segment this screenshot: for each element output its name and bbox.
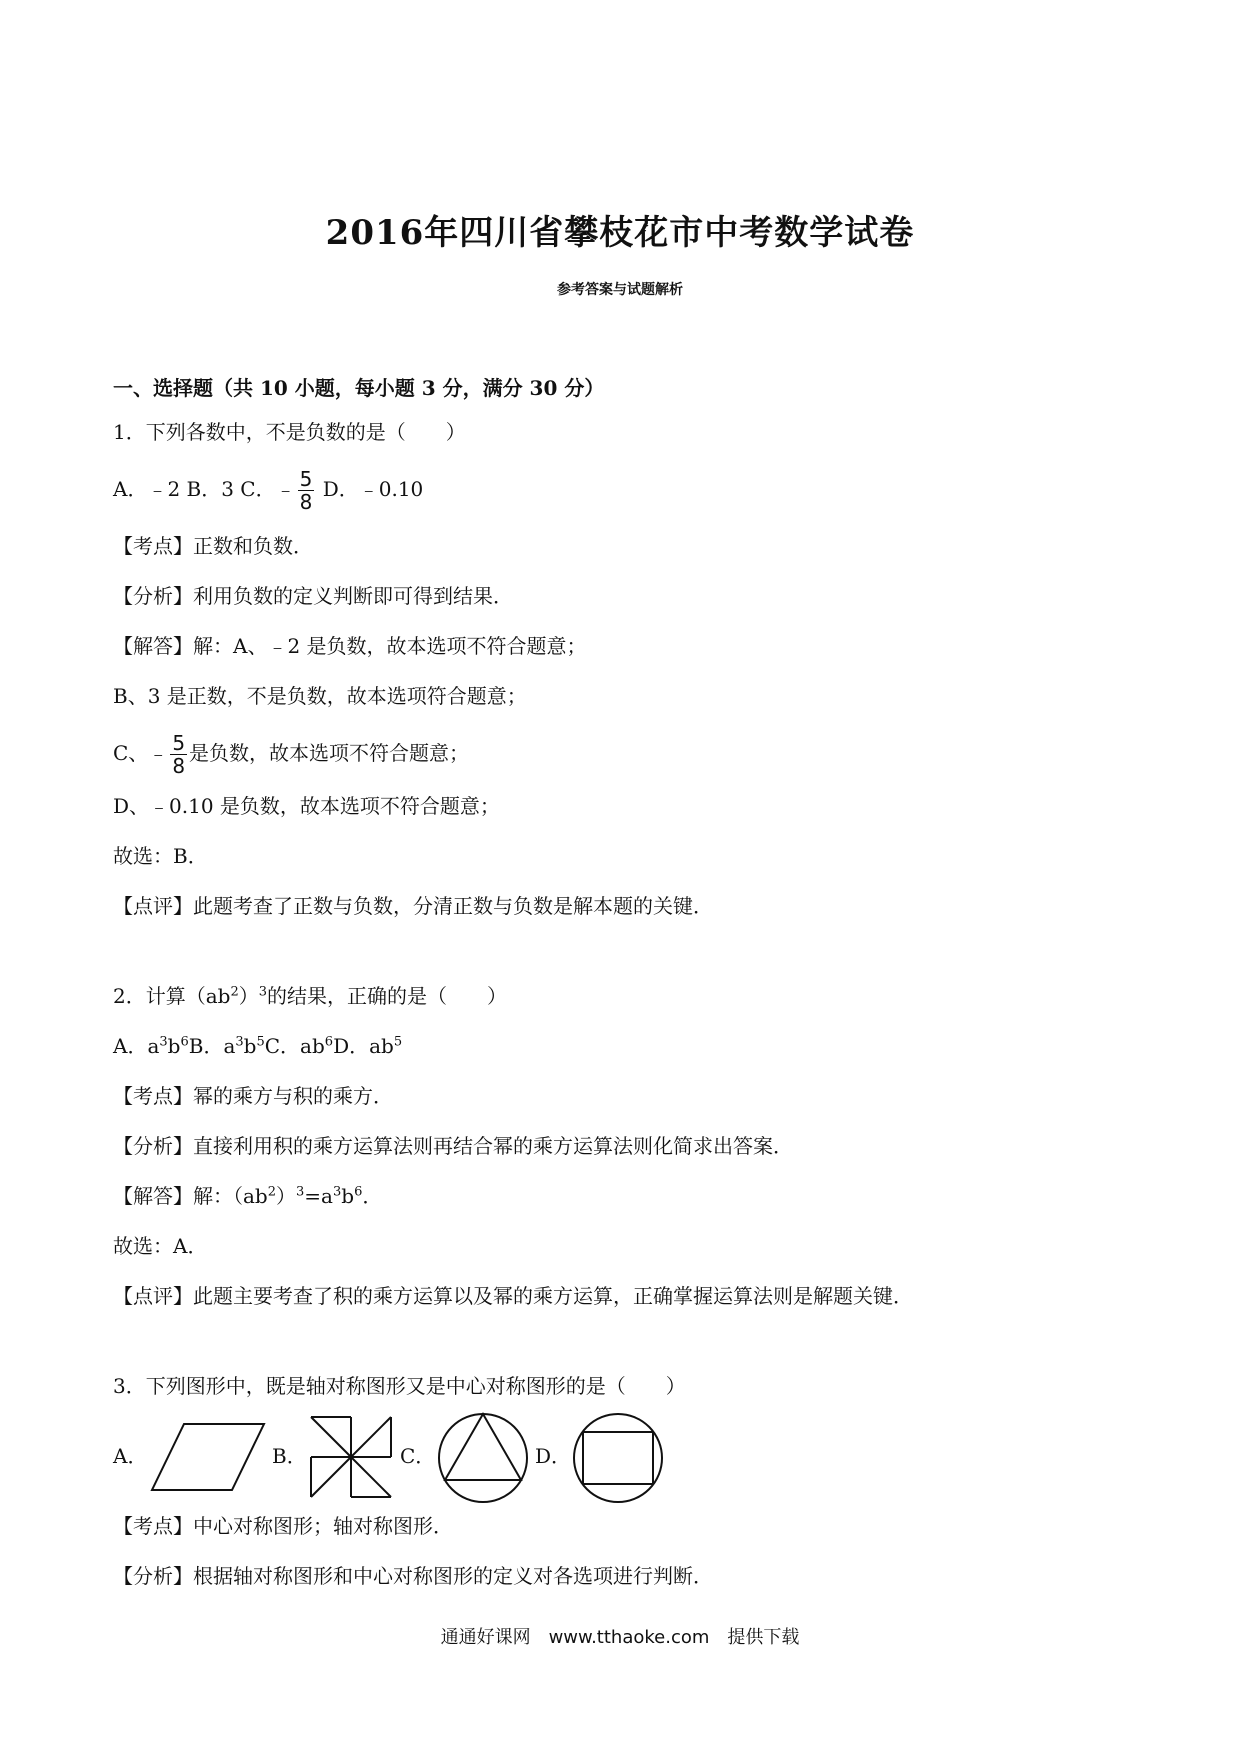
q1-jieda: 【解答】解：A、﹣2 是负数，故本选项不符合题意； bbox=[113, 634, 587, 658]
exponent: 6 bbox=[180, 1034, 189, 1050]
q2-jieda-b: b bbox=[341, 1184, 355, 1208]
q2-fenxi: 【分析】直接利用积的乘方运算法则再结合幂的乘方运算法则化简求出答案． bbox=[113, 1134, 793, 1158]
q2-kaodian: 【考点】幂的乘方与积的乘方． bbox=[113, 1084, 393, 1108]
q2-option-a-b: b bbox=[167, 1034, 181, 1058]
fraction-denominator: 8 bbox=[299, 490, 313, 514]
q1-dianping: 【点评】此题考查了正数与负数，分清正数与负数是解本题的关键． bbox=[113, 894, 713, 918]
q2-dianping: 【点评】此题主要考查了积的乘方运算以及幂的乘方运算，正确掌握运算法则是解题关键． bbox=[113, 1284, 913, 1308]
fraction-numerator: 5 bbox=[172, 731, 186, 755]
fraction-denominator: 8 bbox=[172, 754, 186, 778]
pinwheel-figure bbox=[308, 1414, 394, 1500]
exponent: 6 bbox=[354, 1184, 363, 1200]
exponent: 3 bbox=[235, 1034, 244, 1050]
q2-jieda-eq: =a bbox=[304, 1184, 333, 1208]
q2-stem-mid: ） bbox=[238, 984, 259, 1008]
exponent: 6 bbox=[324, 1034, 334, 1050]
q1-options-abc: A．﹣2 B．3 C．﹣ bbox=[113, 477, 296, 501]
circle-triangle-figure bbox=[435, 1410, 531, 1506]
q1-line-c-text: 是负数，故本选项不符合题意； bbox=[189, 741, 470, 765]
exponent: 2 bbox=[230, 984, 239, 1000]
q1-line-d: D、﹣0.10 是负数，故本选项不符合题意； bbox=[113, 794, 500, 818]
exponent: 3 bbox=[332, 1184, 342, 1200]
q3-label-b: B． bbox=[272, 1444, 307, 1468]
fraction bbox=[170, 732, 187, 777]
circle-rectangle-figure bbox=[570, 1410, 666, 1506]
q1-line-c bbox=[113, 732, 469, 777]
q3-fenxi: 【分析】根据轴对称图形和中心对称图形的定义对各选项进行判断． bbox=[113, 1564, 713, 1588]
q2-jieda-mid: ） bbox=[276, 1184, 297, 1208]
q2-option-a: A．a bbox=[113, 1034, 160, 1058]
q2-options bbox=[113, 1032, 402, 1060]
q2-option-d: D．ab bbox=[333, 1034, 394, 1058]
page-footer: 通通好课网 www.tthaoke.com 提供下载 bbox=[440, 1627, 800, 1648]
parallelogram-figure bbox=[148, 1422, 268, 1492]
q1-kaodian: 【考点】正数和负数． bbox=[113, 534, 313, 558]
fraction-numerator: 5 bbox=[299, 467, 313, 491]
q3-kaodian: 【考点】中心对称图形；轴对称图形． bbox=[113, 1514, 453, 1538]
fraction bbox=[298, 468, 315, 513]
q2-stem-post: 的结果，正确的是（ ） bbox=[267, 984, 508, 1008]
exponent: 5 bbox=[256, 1034, 265, 1050]
q3-label-a: A． bbox=[113, 1444, 148, 1468]
q2-option-c: C．ab bbox=[264, 1034, 325, 1058]
q1-line-b: B、3 是正数，不是负数，故本选项符合题意； bbox=[113, 684, 527, 708]
q1-option-d: D．﹣0.10 bbox=[322, 477, 424, 501]
exponent: 3 bbox=[159, 1034, 168, 1050]
page-subtitle: 参考答案与试题解析 bbox=[557, 282, 683, 298]
exponent: 3 bbox=[296, 1184, 305, 1200]
q1-options bbox=[113, 468, 423, 513]
q3-label-d: D． bbox=[535, 1444, 572, 1468]
q2-option-b: B．a bbox=[188, 1034, 236, 1058]
q3-label-c: C． bbox=[400, 1444, 436, 1468]
q1-answer: 故选：B． bbox=[113, 844, 208, 868]
exponent: 3 bbox=[258, 984, 268, 1000]
q2-answer: 故选：A． bbox=[113, 1234, 208, 1258]
q2-option-b-b: b bbox=[243, 1034, 257, 1058]
exponent: 2 bbox=[267, 1184, 277, 1200]
q2-jieda-pre: 【解答】解：（ab bbox=[113, 1184, 268, 1208]
exponent: 5 bbox=[393, 1034, 403, 1050]
q2-stem bbox=[113, 982, 507, 1010]
q1-stem: 1．下列各数中，不是负数的是（ ） bbox=[113, 420, 466, 444]
q2-jieda-end: ． bbox=[362, 1184, 383, 1208]
q2-jieda bbox=[113, 1182, 382, 1210]
section-heading: 一、选择题（共 10 小题，每小题 3 分，满分 30 分） bbox=[113, 376, 605, 400]
q1-fenxi: 【分析】利用负数的定义判断即可得到结果． bbox=[113, 584, 513, 608]
page-title: 2016年四川省攀枝花市中考数学试卷 bbox=[325, 213, 915, 253]
q1-line-c-prefix: C、﹣ bbox=[113, 741, 169, 765]
q2-stem-pre: 2．计算（ab bbox=[113, 984, 231, 1008]
q3-stem: 3．下列图形中，既是轴对称图形又是中心对称图形的是（ ） bbox=[113, 1374, 686, 1398]
